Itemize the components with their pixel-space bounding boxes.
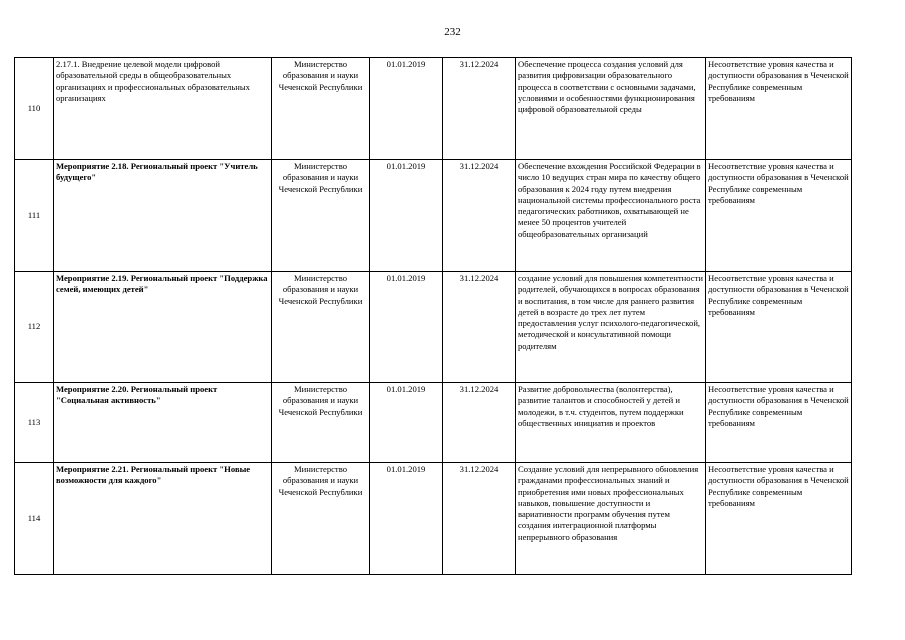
activity-name-text: Мероприятие 2.21. Региональный проект "Новые возможности для каждого" bbox=[56, 464, 251, 486]
responsible-executor: Министерство образования и науки Чеченской Республики bbox=[272, 383, 370, 463]
start-date: 01.01.2019 bbox=[370, 463, 443, 575]
responsible-executor: Министерство образования и науки Чеченской Республики bbox=[272, 160, 370, 272]
non-implementation-consequences: Несоответствие уровня качества и доступности образования в Чеченской Республике современным требованиям bbox=[706, 463, 852, 575]
end-date: 31.12.2024 bbox=[443, 383, 516, 463]
end-date: 31.12.2024 bbox=[443, 160, 516, 272]
activity-name-text: Мероприятие 2.20. Региональный проект "Социальная активность" bbox=[56, 384, 218, 406]
responsible-executor: Министерство образования и науки Чеченской Республики bbox=[272, 58, 370, 160]
table-row bbox=[15, 463, 852, 575]
start-date: 01.01.2019 bbox=[370, 383, 443, 463]
row-number: 114 bbox=[15, 463, 54, 575]
activity-name bbox=[54, 160, 272, 272]
non-implementation-consequences: Несоответствие уровня качества и доступности образования в Чеченской Республике современным требованиям bbox=[706, 160, 852, 272]
start-date: 01.01.2019 bbox=[370, 160, 443, 272]
activity-name: 2.17.1. Внедрение целевой модели цифровой образовательной среды в общеобразовательных организациях и профессиональных образовательных организациях bbox=[54, 58, 272, 160]
expected-result: Создание условий для непрерывного обновления гражданами профессиональных знаний и приобретения ими новых профессиональных навыков, повышение доступности и вариативности программ обучения путем создания интеграционной платформы непрерывного образования bbox=[516, 463, 706, 575]
table-row bbox=[15, 383, 852, 463]
program-activities-table bbox=[14, 57, 852, 575]
row-number: 111 bbox=[15, 160, 54, 272]
end-date: 31.12.2024 bbox=[443, 272, 516, 383]
expected-result: Обеспечение вхождения Российской Федерации в число 10 ведущих стран мира по качеству общего образования к 2024 году путем внедрения национальной системы профессионального роста педагогических работников, охватывающей не менее 50 процентов учителей общеобразовательных организаций bbox=[516, 160, 706, 272]
activity-name bbox=[54, 463, 272, 575]
expected-result: создание условий для повышения компетентности родителей, обучающихся в вопросах образования и воспитания, в том числе для раннего развития детей в возрасте до трех лет путем предоставления услуг психолого-педагогической, методической и консультативной помощи родителям bbox=[516, 272, 706, 383]
row-number: 113 bbox=[15, 383, 54, 463]
activity-name bbox=[54, 383, 272, 463]
responsible-executor: Министерство образования и науки Чеченской Республики bbox=[272, 463, 370, 575]
start-date: 01.01.2019 bbox=[370, 58, 443, 160]
table-row bbox=[15, 272, 852, 383]
expected-result: Развитие добровольчества (волонтерства), развитие талантов и способностей у детей и молодежи, в т.ч. студентов, путем поддержки общественных инициатив и проектов bbox=[516, 383, 706, 463]
activity-name bbox=[54, 272, 272, 383]
table-row bbox=[15, 58, 852, 160]
non-implementation-consequences: Несоответствие уровня качества и доступности образования в Чеченской Республике современным требованиям bbox=[706, 58, 852, 160]
activity-name-text: Мероприятие 2.18. Региональный проект "Учитель будущего" bbox=[56, 161, 258, 183]
non-implementation-consequences: Несоответствие уровня качества и доступности образования в Чеченской Республике современным требованиям bbox=[706, 383, 852, 463]
start-date: 01.01.2019 bbox=[370, 272, 443, 383]
end-date: 31.12.2024 bbox=[443, 463, 516, 575]
expected-result: Обеспечение процесса создания условий для развития цифровизации образовательного процесса в соответствии с основными задачами, условиями и особенностями функционирования цифровой образовательной среды bbox=[516, 58, 706, 160]
non-implementation-consequences: Несоответствие уровня качества и доступности образования в Чеченской Республике современным требованиям bbox=[706, 272, 852, 383]
page-number: 232 bbox=[444, 26, 461, 38]
row-number: 110 bbox=[15, 58, 54, 160]
row-number: 112 bbox=[15, 272, 54, 383]
activity-name-text: Мероприятие 2.19. Региональный проект "Поддержка семей, имеющих детей" bbox=[56, 273, 268, 295]
responsible-executor: Министерство образования и науки Чеченской Республики bbox=[272, 272, 370, 383]
end-date: 31.12.2024 bbox=[443, 58, 516, 160]
table-row bbox=[15, 160, 852, 272]
